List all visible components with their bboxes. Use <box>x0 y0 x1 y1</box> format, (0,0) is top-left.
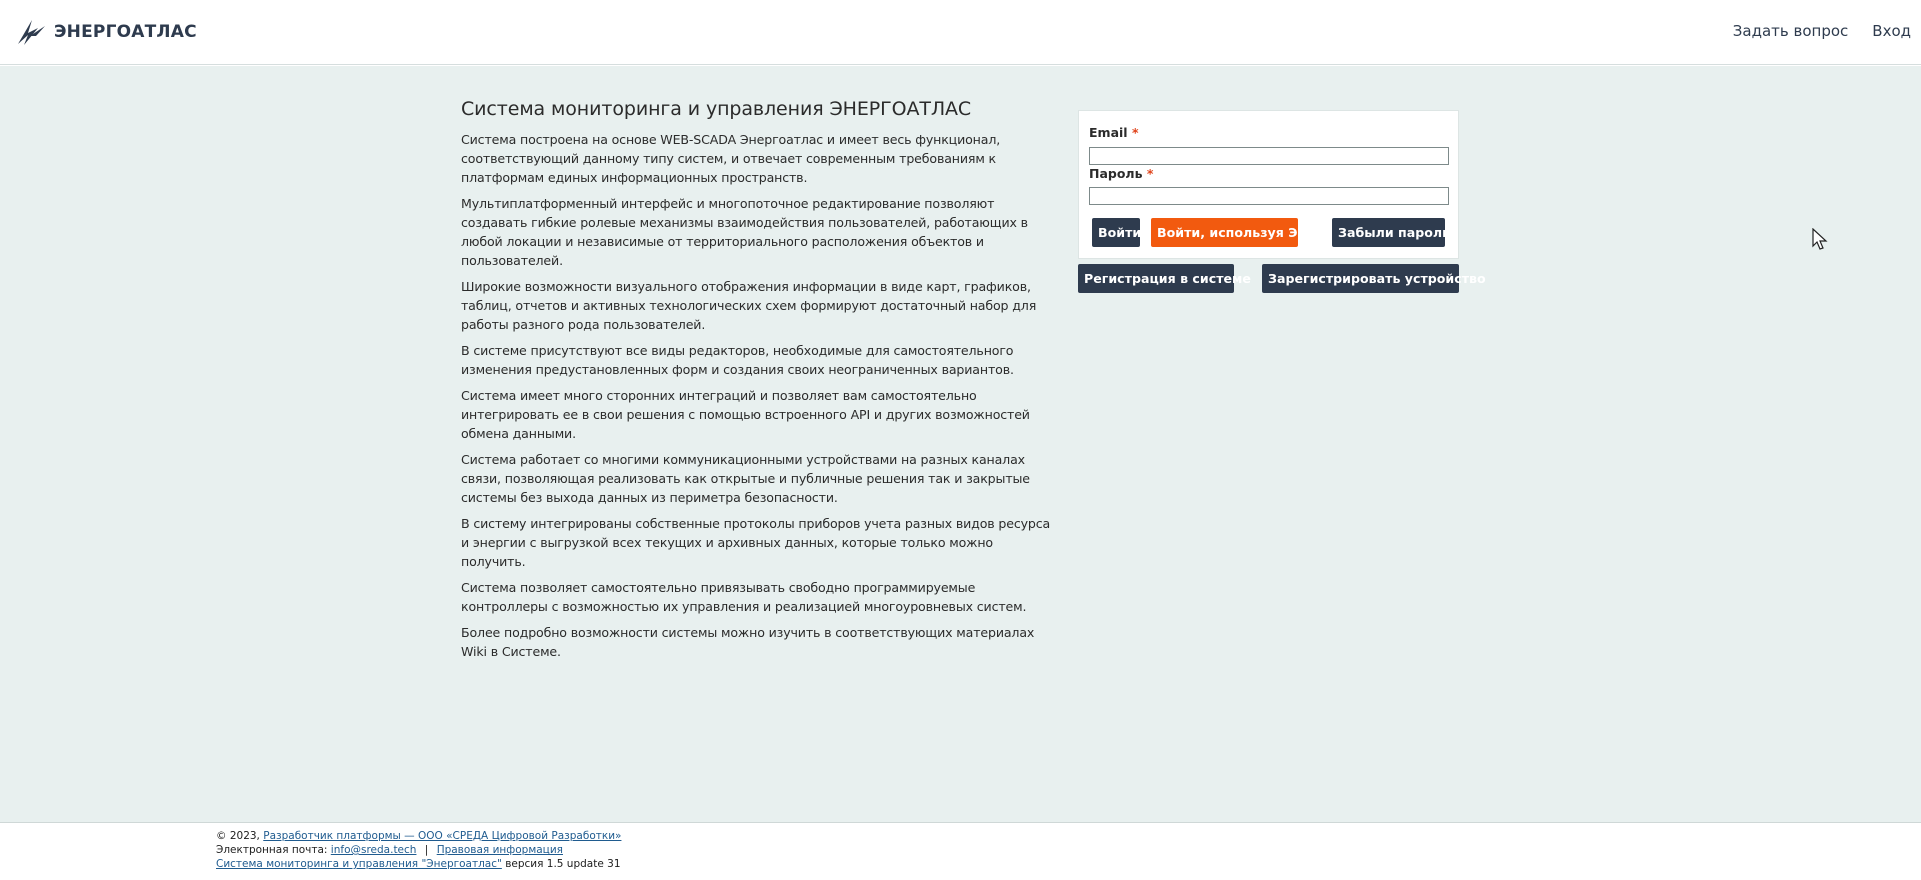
register-device-button[interactable]: Зарегистрировать устройство <box>1262 264 1459 293</box>
developer-link[interactable]: Разработчик платформы — ООО «СРЕДА Цифровой Разработки» <box>263 830 622 842</box>
copyright-text: © 2023, <box>216 830 260 842</box>
password-field[interactable] <box>1089 187 1449 205</box>
about-paragraph: Мультиплатформенный интерфейс и многопоточное редактирование позволяют создавать гибкие ролевые механизмы взаимодействия пользователей, работающих в любой локации и независимые от территориального расположения объектов и пользователей. <box>461 196 1028 268</box>
top-nav <box>1733 22 1911 40</box>
about-paragraph: В системе присутствуют все виды редакторов, необходимые для самостоятельного изменения предустановленных форм и создания своих неограниченных вариантов. <box>461 343 1014 377</box>
footer-version-line <box>216 857 621 871</box>
login-form <box>1078 110 1459 259</box>
email-label <box>1089 125 1138 140</box>
header <box>0 0 1921 65</box>
email-label-text: Электронная почта: <box>216 844 328 856</box>
login-link[interactable]: Вход <box>1872 22 1911 40</box>
login-button[interactable]: Войти <box>1092 218 1140 247</box>
email-label-text: Email <box>1089 125 1128 140</box>
legal-info-link[interactable]: Правовая информация <box>436 844 563 856</box>
password-label-text: Пароль <box>1089 166 1143 181</box>
energoatlas-logo-icon <box>16 17 48 47</box>
footer <box>0 822 1921 880</box>
page-title: Система мониторинга и управления ЭНЕРГОАТЛАС <box>461 98 972 120</box>
email-field[interactable] <box>1089 147 1449 165</box>
logo-text: ЭНЕРГОАТЛАС <box>54 22 197 42</box>
required-mark: * <box>1146 166 1154 181</box>
about-paragraph: Система построена на основе WEB-SCADA Энергоатлас и имеет весь функционал, соответствующий данному типу систем, и отвечает современным требованиям к платформам единых информационных пространств. <box>461 132 1001 185</box>
separator: | <box>424 844 429 856</box>
about-paragraph: В систему интегрированы собственные протоколы приборов учета разных видов ресурса и энергии с выгрузкой всех текущих и архивных данных, которые только можно получить. <box>461 516 1051 569</box>
system-link[interactable]: Система мониторинга и управления "Энергоатлас" <box>216 858 502 870</box>
required-mark: * <box>1131 125 1139 140</box>
about-paragraph: Система имеет много сторонних интеграций и позволяет вам самостоятельно интегрировать ее в свои решения с помощью встроенного API и других возможностей обмена данными. <box>461 388 1030 441</box>
forgot-password-button[interactable]: Забыли пароль? <box>1332 218 1445 247</box>
mouse-pointer-icon <box>1812 228 1828 252</box>
version-text: версия 1.5 update 31 <box>505 858 621 870</box>
about-paragraph: Система работает со многими коммуникационными устройствами на разных каналах связи, позволяющая реализовать как открытые и публичные решения так и закрытые системы без выхода данных из периметра безопасности. <box>461 452 1030 505</box>
register-button[interactable]: Регистрация в системе <box>1078 264 1234 293</box>
email-link[interactable]: info@sreda.tech <box>330 844 417 856</box>
footer-copyright-line <box>216 829 621 843</box>
logo[interactable] <box>16 17 197 47</box>
about-paragraph: Система позволяет самостоятельно привязывать свободно программируемые контроллеры с возможностью их управления и реализацией многоуровневых систем. <box>461 580 1027 614</box>
about-paragraph: Широкие возможности визуального отображения информации в виде карт, графиков, таблиц, отчетов и активных технологических схем формируют достаточный набор для работы разного рода пользователей. <box>461 279 1037 332</box>
ask-question-link[interactable]: Задать вопрос <box>1732 22 1849 40</box>
about-paragraph: Более подробно возможности системы можно изучить в соответствующих материалах Wiki в Системе. <box>461 625 1035 659</box>
footer-contact-line <box>216 843 621 857</box>
login-ecp-button[interactable]: Войти, используя ЭЦП <box>1151 218 1298 247</box>
about-section <box>461 98 1051 668</box>
password-label <box>1089 166 1153 181</box>
main-content <box>0 66 1921 822</box>
